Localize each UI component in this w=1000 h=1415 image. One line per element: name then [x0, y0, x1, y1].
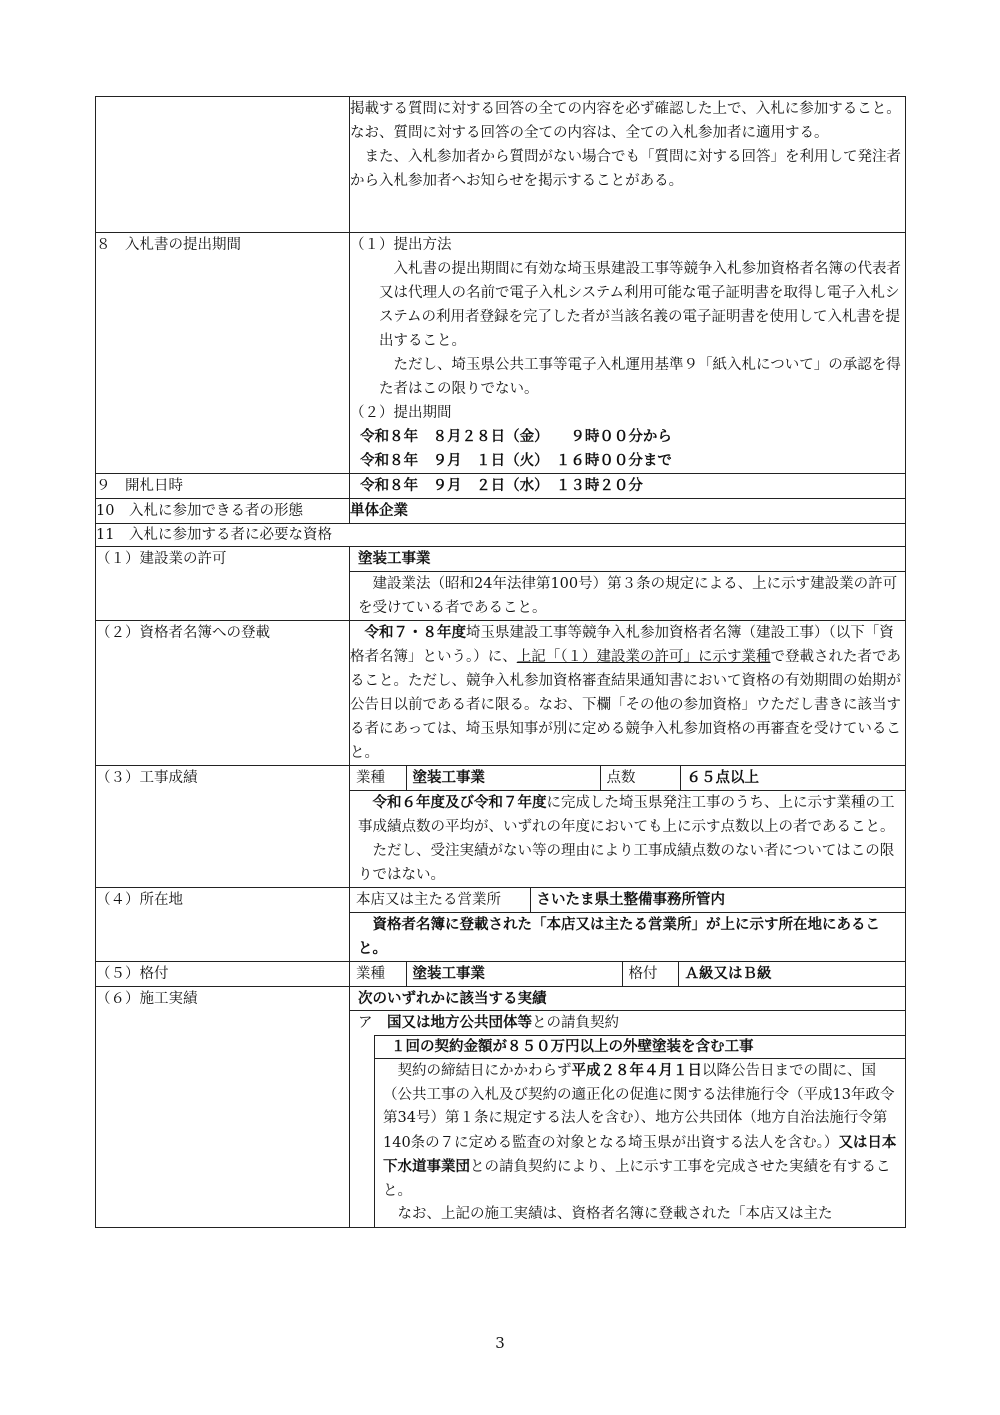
submission-period-heading: （２）提出期間 — [350, 405, 452, 421]
rank-key: 格付 — [622, 962, 678, 986]
item-8-label: ８ 入札書の提出期間 — [96, 233, 350, 474]
submission-method-heading: （１）提出方法 — [350, 237, 452, 253]
performance-exception: ただし、受注実績がない等の理由により工事成績点数のない者についてはこの限りではない。 — [358, 843, 895, 883]
item-10-label: 10 入札に参加できる者の形態 — [96, 499, 350, 524]
construction-record-heading: 次のいずれかに該当する実績 — [350, 987, 905, 1011]
performance-criteria — [350, 766, 905, 791]
license-row — [96, 547, 906, 621]
construction-record-note: なお、上記の施工実績は、資格者名簿に登載された「本店又は主た — [397, 1206, 833, 1222]
item-10-row — [96, 499, 906, 524]
contract-amount-condition: １回の契約金額が８５０万円以上の外壁塗装を含む工事 — [374, 1035, 905, 1059]
paper-bid-exception: ただし、埼玉県公共工事等電子入札運用基準９「紙入札について」の承認を得た者はこの限りでない。 — [379, 357, 901, 397]
performance-label: （３）工事成績 — [96, 766, 350, 888]
registry-row — [96, 621, 906, 766]
participation-form-value: 単体企業 — [350, 499, 906, 524]
item-9-row — [96, 474, 906, 499]
location-row — [96, 888, 906, 962]
item-11-label: 11 入札に参加する者に必要な資格 — [96, 524, 906, 547]
item-8-content — [350, 233, 906, 474]
performance-points-value: ６５点以上 — [680, 766, 905, 791]
location-value: さいたま県土整備事務所管内 — [530, 888, 905, 913]
performance-points-key: 点数 — [600, 766, 680, 791]
notice-table — [95, 96, 906, 1228]
rank-type-value: 塗装工事業 — [406, 962, 622, 986]
submission-period-from: 令和８年 ８月２８日（金） ９時００分から — [360, 428, 672, 445]
item-8-row — [96, 233, 906, 474]
note-paragraph-1: 掲載する質問に対する回答の全ての内容を必ず確認した上で、入札に参加すること。なお、質問に対する回答の全ての内容は、全ての入札参加者に適用する。 — [350, 101, 901, 141]
construction-record-text: 契約の締結日にかかわらず平成２８年４月１日以降公告日までの間に、国（公共工事の入札及び契約の適正化の促進に関する法律施行令（平成13年政令第34号）第１条に規定する法人を含む）、地方公共団体（地方自治法施行令第140条の７に定める監査の対象となる埼玉県が出資する法人を含む。）又は日本下水道事業団との請負契約により、上に示す工事を完成させた実績を有すること。 — [383, 1062, 897, 1199]
rank-row — [96, 962, 906, 987]
rank-type-key: 業種 — [356, 966, 385, 982]
item-9-label: ９ 開札日時 — [96, 474, 350, 499]
performance-row — [96, 766, 906, 888]
question-answer-note — [350, 97, 906, 233]
construction-record-row — [96, 987, 906, 1228]
registry-text: 令和７・８年度埼玉県建設工事等競争入札参加資格者名簿（建設工事）（以下「資格者名簿」という。）に、上記「（１）建設業の許可」に示す業種で登載された者であること。ただし、競争入札参加資格審査結果通知書において資格の有効期間の始期が公告日以前である者に限る。なお、下欄「その他の参加資格」ウただし書きに該当する者にあっては、埼玉県知事が別に定める競争入札参加資格の再審査を受けていること。 — [350, 621, 906, 766]
performance-type-value: 塗装工事業 — [406, 766, 600, 791]
license-text: 建設業法（昭和24年法律第100号）第３条の規定による、上に示す建設業の許可を受けている者であること。 — [358, 576, 898, 616]
location-criteria — [350, 888, 905, 913]
location-key: 本店又は主たる営業所 — [356, 892, 501, 908]
location-text: 資格者名簿に登載された「本店又は主たる営業所」が上に示す所在地にあること。 — [358, 916, 880, 957]
construction-record-label: （６）施工実績 — [96, 987, 350, 1228]
note-paragraph-2: また、入札参加者から質問がない場合でも「質問に対する回答」を利用して発注者から入札参加者へお知らせを掲示することがある。 — [350, 149, 901, 189]
license-label: （１）建設業の許可 — [96, 547, 350, 621]
document-page — [95, 96, 905, 1228]
rank-criteria — [350, 962, 905, 986]
page-number: 3 — [495, 1334, 505, 1352]
performance-type-key: 業種 — [356, 770, 385, 786]
registry-label: （２）資格者名簿への登載 — [96, 621, 350, 766]
performance-text: 令和６年度及び令和７年度に完成した埼玉県発注工事のうち、上に示す業種の工事成績点数の平均が、いずれの年度においても上に示す点数以上の者であること。 — [358, 794, 895, 835]
submission-period-to: 令和８年 ９月 １日（火） １６時００分まで — [360, 452, 672, 469]
bid-opening-datetime: 令和８年 ９月 ２日（水） １３時２０分 — [350, 474, 906, 499]
license-type: 塗装工事業 — [350, 547, 905, 572]
submission-method-text: 入札書の提出期間に有効な埼玉県建設工事等競争入札参加資格者名簿の代表者又は代理人の名前で電子入札システム利用可能な電子証明書を取得し電子入札システムの利用者登録を完了した者が当該名義の電子証明書を使用して入札書を提出すること。 — [379, 261, 901, 349]
location-label: （４）所在地 — [96, 888, 350, 962]
public-contract-heading: ア 国又は地方公共団体等との請負契約 — [358, 1014, 619, 1031]
rank-value: Ａ級又はＢ級 — [678, 962, 905, 986]
item-11-row — [96, 524, 906, 547]
rank-label: （５）格付 — [96, 962, 350, 987]
continuation-row — [96, 97, 906, 233]
